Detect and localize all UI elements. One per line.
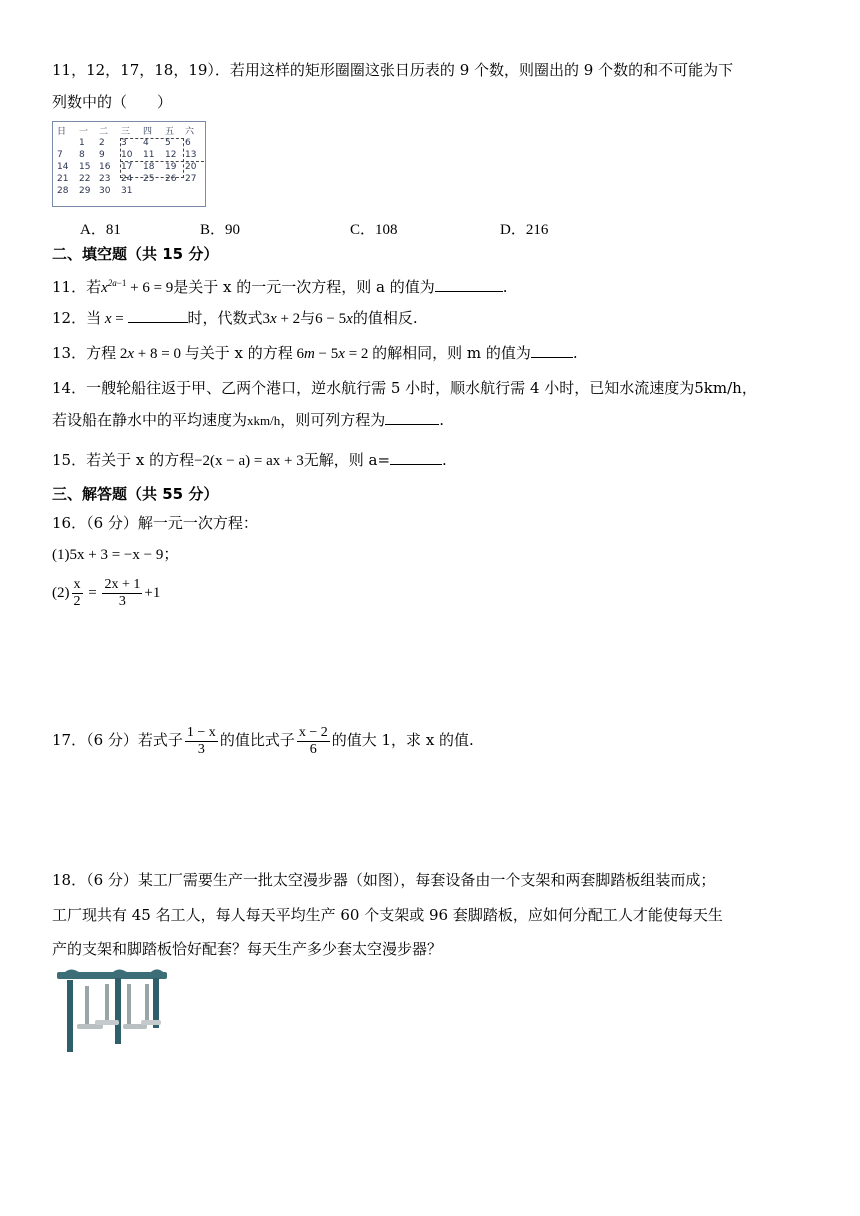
- q10-line1: 11，12，17，18，19）．若用这样的矩形圈圈这张日历表的 9 个数，则圈出的 9 个数的和不可能为下: [52, 61, 734, 79]
- section3-title: 三、解答题（共 55 分）: [52, 485, 219, 503]
- q15: 15．若关于 x 的方程−2(x − a) = ax + 3无解，则 a= .: [52, 451, 447, 469]
- calendar-dashed-line: [120, 161, 204, 177]
- calendar-day-cell: 8: [79, 150, 85, 160]
- calendar-day-cell: 17: [121, 162, 133, 172]
- q15-equation: −2(x − a) = ax + 3: [194, 453, 304, 469]
- q14-line1: 14．一艘轮船往返于甲、乙两个港口，逆水航行需 5 小时，顺水航行需 4 小时，已知水流速度为5km/h，: [52, 379, 757, 397]
- q18-line3: 产的支架和脚踏板恰好配套？每天生产多少套太空漫步器？: [52, 940, 443, 958]
- calendar-day-cell: 20: [185, 162, 197, 172]
- q12: 12．当 x = 时，代数式3x + 2与6 − 5x的值相反.: [52, 309, 418, 327]
- calendar-day-cell: 1: [79, 138, 85, 148]
- q11-post: 是关于 x 的一元一次方程，则 a 的值为: [173, 278, 435, 296]
- calendar-day-cell: 27: [185, 174, 197, 184]
- calendar-day-cell: 21: [57, 174, 69, 184]
- calendar-day-cell: 31: [121, 186, 133, 196]
- q10-options: [80, 218, 640, 238]
- calendar-header-cell: 五: [165, 127, 175, 137]
- calendar-day-cell: 26: [165, 174, 177, 184]
- q12-blank[interactable]: [128, 308, 188, 323]
- q18-line1: 18．（6 分）某工厂需要生产一批太空漫步器（如图），每套设备由一个支架和两套脚踏板组装而成；: [52, 871, 716, 889]
- calendar-day-cell: 2: [99, 138, 105, 148]
- calendar-day-cell: 14: [57, 162, 69, 172]
- q14-blank[interactable]: [385, 410, 439, 425]
- calendar-day-cell: 10: [121, 150, 133, 160]
- option-a: A．81: [80, 222, 121, 238]
- calendar-day-cell: 25: [143, 174, 155, 184]
- calendar-day-cell: 15: [79, 162, 91, 172]
- space-walker-figure: [55, 968, 170, 1053]
- q13: 13．方程 2x + 8 = 0 与关于 x 的方程 6m − 5x = 2 的解相同，则 m 的值为 .: [52, 344, 578, 362]
- calendar-day-cell: 12: [165, 150, 177, 160]
- option-d: D．216: [500, 222, 549, 238]
- q11-number: 11．: [52, 278, 87, 296]
- calendar-figure: [52, 121, 206, 207]
- calendar-header-cell: 二: [99, 127, 109, 137]
- q16-title: 16．（6 分）解一元一次方程：: [52, 514, 258, 532]
- calendar-day-cell: 5: [165, 138, 171, 148]
- calendar-day-cell: 28: [57, 186, 69, 196]
- section2-title: 二、填空题（共 15 分）: [52, 245, 219, 263]
- q17: 17．（6 分）若式子 $\frac{1 - x}{3}$ 的值比式子 $\frac{x - 2}{6}$ 的值大 1，求 x 的值.: [52, 724, 474, 757]
- calendar-header-cell: 六: [185, 127, 195, 137]
- q16-part1: (1)5x + 3 = −x − 9；: [52, 547, 179, 563]
- calendar-day-cell: 3: [121, 138, 127, 148]
- calendar-day-cell: 7: [57, 150, 63, 160]
- calendar-header-cell: 四: [143, 127, 153, 137]
- q11-pre: 若: [86, 278, 102, 296]
- calendar-day-cell: 30: [99, 186, 111, 196]
- q14-line2: 若设船在静水中的平均速度为xkm/h，则可列方程为 .: [52, 411, 445, 429]
- calendar-day-cell: 11: [143, 150, 155, 160]
- option-b: B．90: [200, 222, 241, 238]
- calendar-day-cell: 13: [185, 150, 197, 160]
- q10-line2: 列数中的（ ）: [52, 93, 173, 111]
- calendar-header-cell: 三: [121, 127, 131, 137]
- calendar-header-cell: 一: [79, 127, 89, 137]
- calendar-day-cell: 24: [121, 174, 133, 184]
- calendar-day-cell: 19: [165, 162, 177, 172]
- calendar-day-cell: 4: [143, 138, 149, 148]
- calendar-header-cell: 日: [57, 127, 67, 137]
- calendar-day-cell: 6: [185, 138, 191, 148]
- q18-line2: 工厂现共有 45 名工人，每人每天平均生产 60 个支架或 96 套脚踏板，应如何分配工人才能使每天生: [52, 906, 723, 924]
- option-c: C．108: [350, 222, 398, 238]
- q15-blank[interactable]: [390, 450, 442, 465]
- calendar-day-cell: 22: [79, 174, 91, 184]
- q16-part2: (2) $\frac{x}{2}$ = $\frac{2x + 1}{3}$ +1: [52, 576, 161, 609]
- calendar-day-cell: 23: [99, 174, 111, 184]
- calendar-day-cell: 29: [79, 186, 91, 196]
- calendar-day-cell: 18: [143, 162, 155, 172]
- calendar-day-cell: 16: [99, 162, 111, 172]
- q11: 11．若$x^{2a-1} + 6 = 9$是关于 x 的一元一次方程，则 a 的值为 .: [52, 278, 508, 296]
- calendar-day-cell: 9: [99, 150, 105, 160]
- q13-blank[interactable]: [531, 343, 573, 358]
- q11-blank[interactable]: [435, 277, 503, 292]
